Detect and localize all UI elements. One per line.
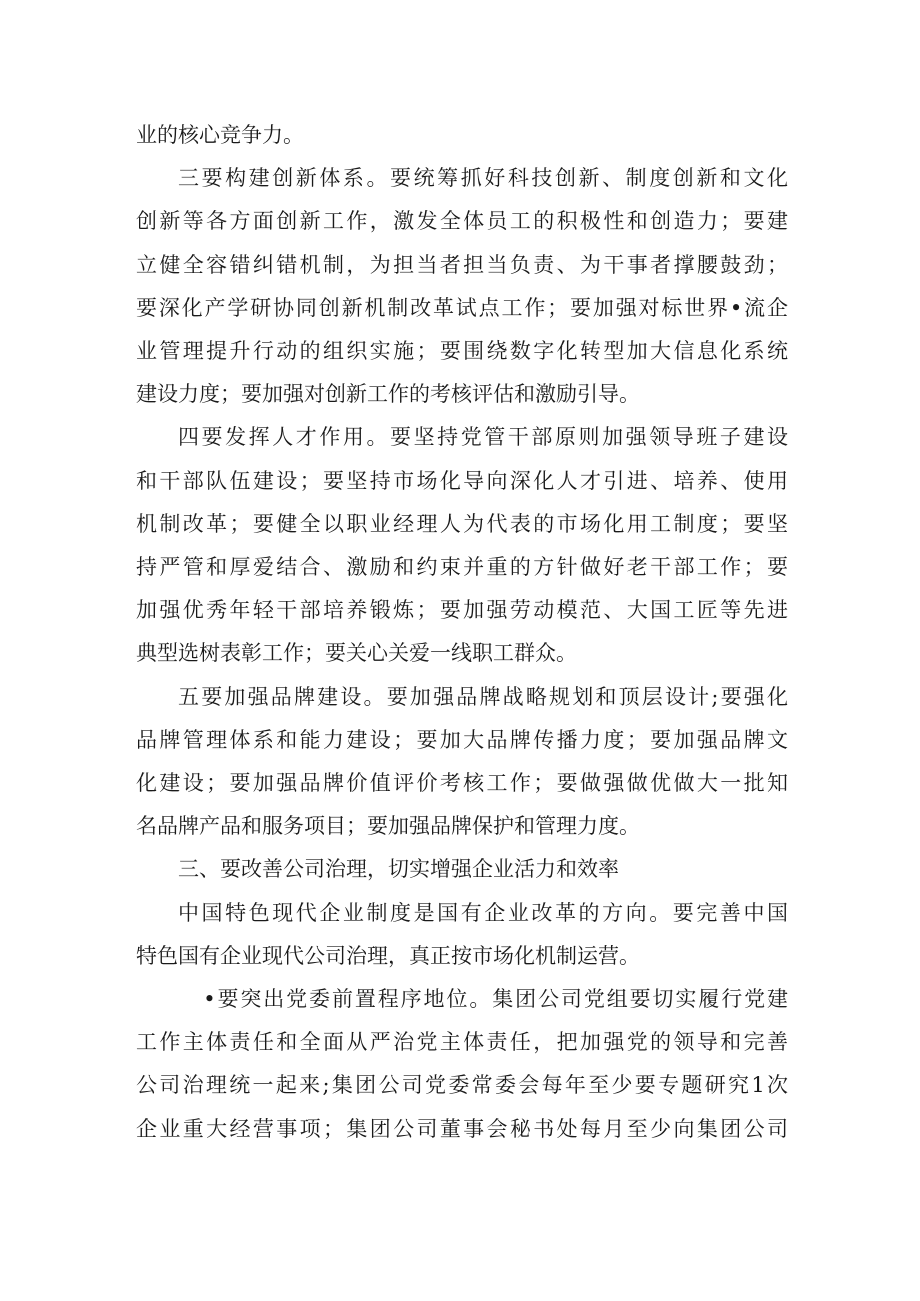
paragraph-enterprise-system — [136, 892, 788, 978]
text-line: 公司治理统一起来;集团公司党委常委会每年至少要专题研究1次 — [136, 1073, 788, 1098]
text-line: 和干部队伍建设；要坚持市场化导向深化人才引进、培养、使用 — [136, 468, 788, 493]
text-line: 三要构建创新体系。要统筹抓好科技创新、制度创新和文化 — [178, 166, 788, 191]
text-line: 化建设；要加强品牌价值评价考核工作；要做强做优做大一批知 — [136, 771, 788, 796]
text-line: 加强优秀年轻干部培养锻炼；要加强劳动模范、大国工匠等先进 — [136, 598, 788, 623]
text-line: 建设力度；要加强对创新工作的考核评估和激励引导。 — [136, 382, 640, 407]
text-line: 机制改革；要健全以职业经理人为代表的市场化用工制度；要坚 — [136, 511, 788, 536]
text-line: 名品牌产品和服务项目；要加强品牌保护和管理力度。 — [136, 814, 640, 839]
paragraph-talent-role — [136, 416, 788, 675]
text-line: 持严管和厚爱结合、激励和约束并重的方针做好老干部工作；要 — [136, 555, 788, 580]
text-line: •要突出党委前置程序地位。集团公司党组要切实履行党建 — [203, 987, 788, 1012]
text-line: 中国特色现代企业制度是国有企业改革的方向。要完善中国 — [178, 900, 788, 925]
text-line: 特色国有企业现代公司治理，真正按市场化机制运营。 — [136, 943, 640, 968]
paragraph-innovation-system — [136, 157, 788, 416]
text-line: 工作主体责任和全面从严治党主体责任，把加强党的领导和完善 — [136, 1030, 788, 1055]
paragraph-continuation — [136, 114, 788, 157]
paragraph-party-committee — [136, 978, 788, 1151]
text-line: 要深化产学研协同创新机制改革试点工作；要加强对标世界•流企 — [136, 295, 788, 320]
text-line: 业的核心竞争力。 — [136, 123, 304, 147]
text-line: 创新等各方面创新工作，激发全体员工的积极性和创造力；要建 — [136, 209, 788, 234]
text-line: 四要发挥人才作用。要坚持党管干部原则加强领导班子建设 — [178, 425, 788, 450]
text-line: 立健全容错纠错机制，为担当者担当负责、为干事者撑腰鼓劲； — [136, 252, 788, 277]
section-heading-3 — [136, 848, 788, 891]
text-line: 企业重大经营事项；集团公司董事会秘书处每月至少向集团公司 — [136, 1116, 788, 1141]
text-line: 品牌管理体系和能力建设；要加大品牌传播力度；要加强品牌文 — [136, 727, 788, 752]
document-body — [136, 114, 788, 1151]
text-line: 五要加强品牌建设。要加强品牌战略规划和顶层设计;要强化 — [178, 684, 788, 709]
paragraph-brand-building — [136, 676, 788, 849]
text-line: 业管理提升行动的组织实施；要围绕数字化转型加大信息化系统 — [136, 339, 788, 364]
section-heading: 三、要改善公司治理，切实增强企业活力和效率 — [178, 857, 619, 882]
text-line: 典型选树表彰工作；要关心关爱一线职工群众。 — [136, 641, 577, 666]
